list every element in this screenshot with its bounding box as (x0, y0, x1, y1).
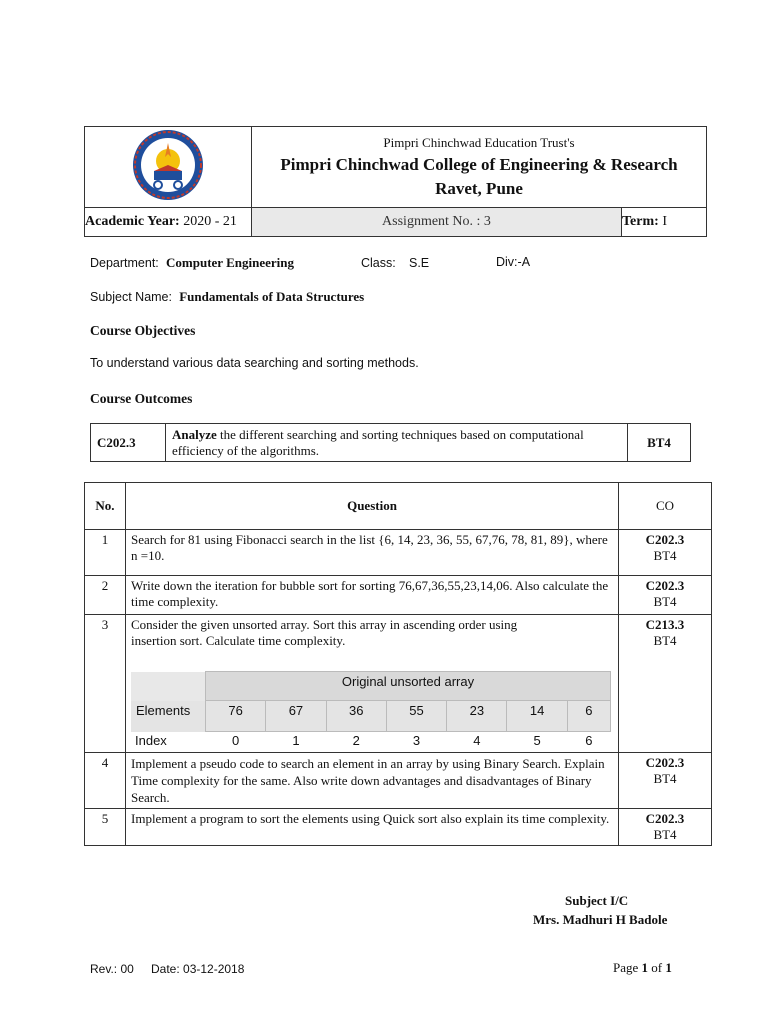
outcome-verb: Analyze (172, 426, 217, 442)
college-logo (85, 127, 252, 208)
array-element: 23 (447, 701, 507, 732)
term-cell (622, 208, 707, 237)
col-co-header: CO (619, 483, 712, 530)
division-value: Div:-A (496, 255, 531, 269)
array-index: 3 (412, 733, 421, 748)
subject-value: Fundamentals of Data Structures (179, 289, 365, 304)
college-location: Ravet, Pune (435, 179, 523, 198)
question-text: Implement a program to sort the elements using Quick sort also explain its time complexity. (126, 809, 619, 846)
co-level: BT4 (653, 827, 677, 842)
array-element: 76 (206, 701, 266, 732)
page-number (613, 960, 672, 976)
footer-date: Date: 03-12-2018 (151, 962, 245, 976)
signature-name: Mrs. Madhuri H Badole (533, 912, 668, 927)
array-index: 1 (292, 733, 300, 748)
question-number: 2 (85, 576, 126, 615)
question-number: 4 (85, 753, 126, 809)
co-code: C202.3 (645, 811, 685, 826)
co-code: C202.3 (645, 578, 685, 593)
academic-year-cell (85, 208, 252, 237)
array-index: 5 (533, 733, 541, 748)
unsorted-array-figure (131, 671, 611, 750)
outcome-description (166, 424, 628, 462)
term-label: Term: (622, 214, 659, 229)
outcome-code: C202.3 (91, 424, 166, 462)
department-label: Department: (90, 256, 159, 270)
array-element: 36 (326, 701, 386, 732)
term-value: I (662, 214, 667, 229)
college-title-block (252, 127, 707, 208)
department-line (90, 255, 294, 271)
question-text: Implement a pseudo code to search an element in an array by using Binary Search. Explain Time complexity for the same. Also write down advantages and disadvantages of Binary Search. (126, 753, 619, 809)
elements-label: Elements (131, 701, 206, 732)
table-row (85, 530, 712, 576)
objectives-text: To understand various data searching and sorting methods. (90, 356, 419, 370)
page-of: of (648, 960, 666, 975)
question-co (619, 753, 712, 809)
academic-year-label: Academic Year: (85, 214, 180, 229)
footer-rev: Rev.: 00 (90, 962, 134, 976)
array-element: 67 (266, 701, 326, 732)
array-index: 0 (232, 733, 240, 748)
array-index: 2 (352, 733, 360, 748)
co-level: BT4 (653, 771, 677, 786)
index-label: Index (135, 732, 167, 748)
college-seal-icon (128, 127, 208, 203)
outcomes-heading: Course Outcomes (90, 391, 193, 406)
array-figure-title: Original unsorted array (206, 672, 611, 701)
page-prefix: Page (613, 960, 642, 975)
array-index: 4 (473, 733, 481, 748)
array-element: 55 (386, 701, 446, 732)
header-table (84, 126, 707, 237)
co-code: C202.3 (645, 755, 685, 770)
subject-line (90, 289, 364, 305)
outcome-text: the different searching and sorting techniques based on computational efficiency of the algorithms. (172, 426, 584, 458)
class-line (361, 255, 429, 271)
co-code: C202.3 (645, 532, 685, 547)
question-text: Search for 81 using Fibonacci search in the list {6, 14, 23, 36, 55, 67,76, 78, 81, 89}, where n =10. (126, 530, 619, 576)
table-row (85, 615, 712, 753)
table-row (85, 809, 712, 846)
array-index: 6 (585, 733, 593, 748)
college-name: Pimpri Chinchwad College of Engineering & Research (280, 155, 678, 174)
col-question-header: Question (126, 483, 619, 530)
question-co (619, 576, 712, 615)
signature-role: Subject I/C (565, 893, 629, 908)
academic-year-value: 2020 - 21 (183, 214, 237, 229)
assignment-number: Assignment No. : 3 (252, 208, 622, 237)
array-element: 6 (567, 701, 610, 732)
page-total: 1 (665, 960, 672, 975)
objectives-heading: Course Objectives (90, 323, 196, 338)
page-current: 1 (641, 960, 649, 975)
co-level: BT4 (653, 594, 677, 609)
question-number: 1 (85, 530, 126, 576)
subject-label: Subject Name: (90, 290, 172, 304)
co-code: C213.3 (645, 617, 685, 632)
questions-table (84, 482, 712, 846)
question-text: Consider the given unsorted array. Sort this array in ascending order using insertion sort. Calculate time complexity. (131, 617, 518, 648)
table-row (85, 576, 712, 615)
class-label: Class: (361, 256, 396, 270)
question-text: Write down the iteration for bubble sort for sorting 76,67,36,55,23,14,06. Also calculate the time complexity. (126, 576, 619, 615)
question-co (619, 809, 712, 846)
co-level: BT4 (653, 548, 677, 563)
question-co (619, 615, 712, 753)
outcome-level: BT4 (628, 424, 691, 462)
trust-name: Pimpri Chinchwad Education Trust's (383, 135, 575, 150)
question-text-cell (126, 615, 619, 753)
question-co (619, 530, 712, 576)
course-outcome-table (90, 423, 691, 462)
col-no-header: No. (85, 483, 126, 530)
class-value: S.E (408, 256, 430, 270)
department-value: Computer Engineering (166, 255, 294, 270)
table-row (85, 753, 712, 809)
question-number: 5 (85, 809, 126, 846)
question-number: 3 (85, 615, 126, 753)
array-element: 14 (507, 701, 567, 732)
co-level: BT4 (653, 633, 677, 648)
